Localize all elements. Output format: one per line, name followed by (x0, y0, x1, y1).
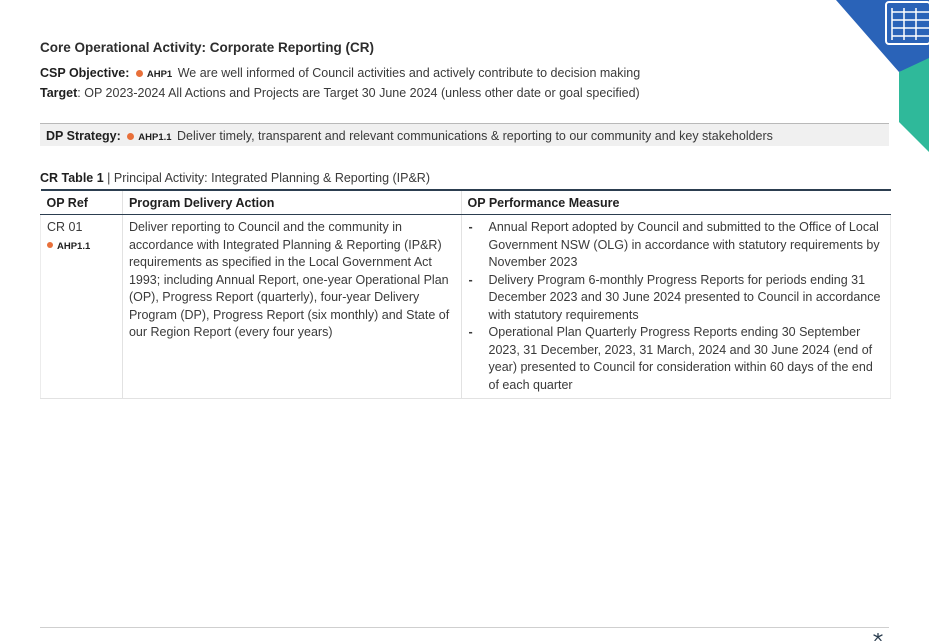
cr-table (40, 189, 891, 399)
csp-objective-code: AHP1 (146, 69, 173, 80)
table-caption (40, 171, 430, 185)
table-caption-id: CR Table 1 (40, 171, 104, 185)
target-label: Target (40, 86, 78, 100)
dp-strategy-label: DP Strategy: (46, 129, 121, 143)
table-caption-text: | Principal Activity: Integrated Planning & Reporting (IP&R) (103, 171, 430, 185)
footer-divider (40, 627, 889, 628)
table-header-row (41, 190, 891, 215)
orange-dot-icon (136, 70, 143, 77)
orange-dot-icon (127, 133, 134, 140)
op-ref-cell (41, 215, 123, 399)
dp-strategy-bar (40, 123, 889, 146)
page-title: Core Operational Activity: Corporate Reporting (CR) (40, 40, 375, 55)
footer-logo-icon (872, 633, 884, 641)
op-ref-code-line (47, 237, 116, 256)
column-header-op-ref: OP Ref (41, 190, 123, 215)
performance-measure-item: - Annual Report adopted by Council and submitted to the Office of Local Government NSW (OLG) in accordance with statutory requirements by November 2023 (468, 219, 884, 272)
performance-measure-item: - Operational Plan Quarterly Progress Reports ending 30 September 2023, 31 December, 2023, 31 March, 2024 and 30 June 2024 (end of year) presented to Council for consideration within 60 days of the end of each quarter (468, 324, 884, 394)
performance-measure-list (468, 219, 884, 394)
performance-measure-item: - Delivery Program 6-monthly Progress Reports for periods ending 31 December 2023 and 30 June 2024 presented to Council in accordance with statutory requirements (468, 272, 884, 325)
csp-objective-label: CSP Objective: (40, 66, 130, 80)
orange-dot-icon (47, 242, 53, 248)
program-delivery-action-cell: Deliver reporting to Council and the community in accordance with Integrated Planning & Reporting (IP&R) requirements as specified in the Local Government Act 1993; including Annual Report, one-year Operational Plan (OP), Progress Report (quarterly), four-year Delivery Program (DP), Progress Report (six monthly) and State of our Region Report (every four years) (122, 215, 461, 399)
column-header-program-delivery-action: Program Delivery Action (122, 190, 461, 215)
op-ref: CR 01 (47, 220, 83, 234)
column-header-op-performance-measure: OP Performance Measure (461, 190, 890, 215)
performance-measure-cell (461, 215, 890, 399)
dp-strategy-text: Deliver timely, transparent and relevant communications & reporting to our community and key stakeholders (177, 129, 773, 143)
target-text: : OP 2023-2024 All Actions and Projects are Target 30 June 2024 (unless other date or goal specified) (77, 86, 640, 100)
table-row (41, 215, 891, 399)
dp-strategy-code: AHP1.1 (138, 132, 172, 143)
table-grid-icon (886, 2, 929, 44)
csp-objective-text: We are well informed of Council activities and actively contribute to decision making (177, 66, 641, 80)
target-line (40, 86, 640, 100)
op-ref-code: AHP1.1 (57, 240, 91, 252)
csp-objective (40, 66, 640, 80)
